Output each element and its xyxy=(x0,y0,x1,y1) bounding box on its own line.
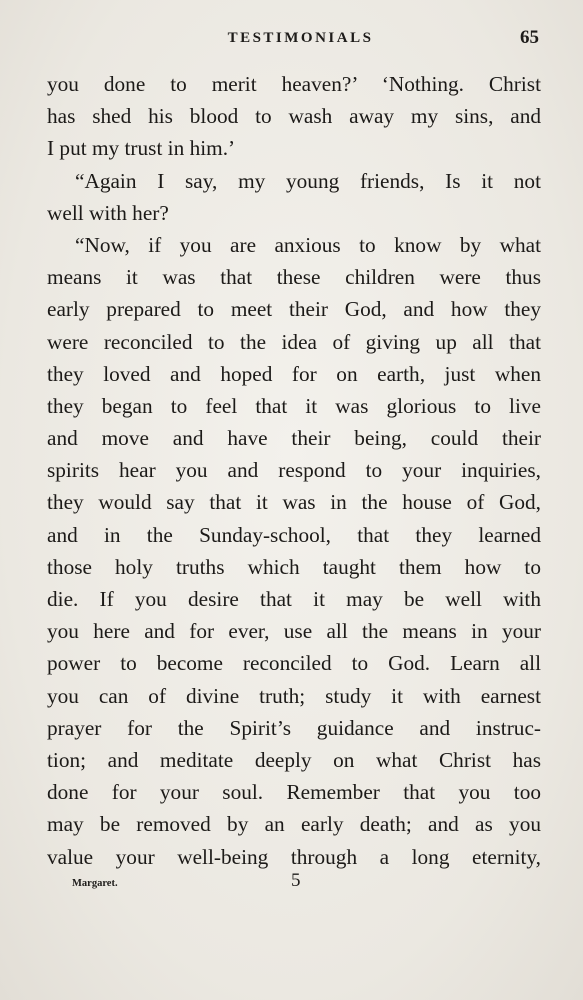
text-line: may be removed by an early death; and as you xyxy=(47,812,541,837)
text-line: they loved and hoped for on earth, just when xyxy=(47,361,541,386)
body-text xyxy=(47,68,541,873)
text-line: done for your soul. Remember that you too xyxy=(47,780,541,805)
text-line: “Again I say, my young friends, Is it not xyxy=(75,168,541,193)
text-line: means it was that these children were thus xyxy=(47,265,541,290)
text-line: and in the Sunday-school, that they learned xyxy=(47,522,541,547)
text-line: you can of divine truth; study it with earnest xyxy=(47,683,541,708)
text-line: those holy truths which taught them how to xyxy=(47,554,541,579)
text-line: you here and for ever, use all the means in your xyxy=(47,619,541,644)
text-line: “Now, if you are anxious to know by what xyxy=(75,232,541,257)
page-number: 65 xyxy=(520,27,539,48)
text-line: well with her? xyxy=(47,200,169,225)
text-line: die. If you desire that it may be well with xyxy=(47,587,541,611)
text-line: I put my trust in him.’ xyxy=(47,136,236,161)
signature-number: 5 xyxy=(291,870,301,891)
text-line: prayer for the Spirit’s guidance and instruc- xyxy=(47,715,541,740)
text-line: has shed his blood to wash away my sins, and xyxy=(47,104,541,129)
text-line: they began to feel that it was glorious to live xyxy=(47,393,541,418)
text-line: they would say that it was in the house of God, xyxy=(47,490,541,515)
text-line: value your well-being through a long eternity, xyxy=(47,844,541,869)
text-line: you done to merit heaven?’ ‘Nothing. Christ xyxy=(47,72,541,96)
running-header-title: TESTIMONIALS xyxy=(227,30,374,46)
signature-mark: Margaret. xyxy=(72,878,118,889)
text-line: early prepared to meet their God, and how they xyxy=(47,297,541,322)
text-line: spirits hear you and respond to your inquiries, xyxy=(47,458,541,483)
text-line: tion; and meditate deeply on what Christ has xyxy=(47,747,541,772)
text-line: power to become reconciled to God. Learn all xyxy=(47,651,541,676)
text-line: and move and have their being, could their xyxy=(47,426,541,451)
text-line: were reconciled to the idea of giving up all that xyxy=(47,329,541,354)
